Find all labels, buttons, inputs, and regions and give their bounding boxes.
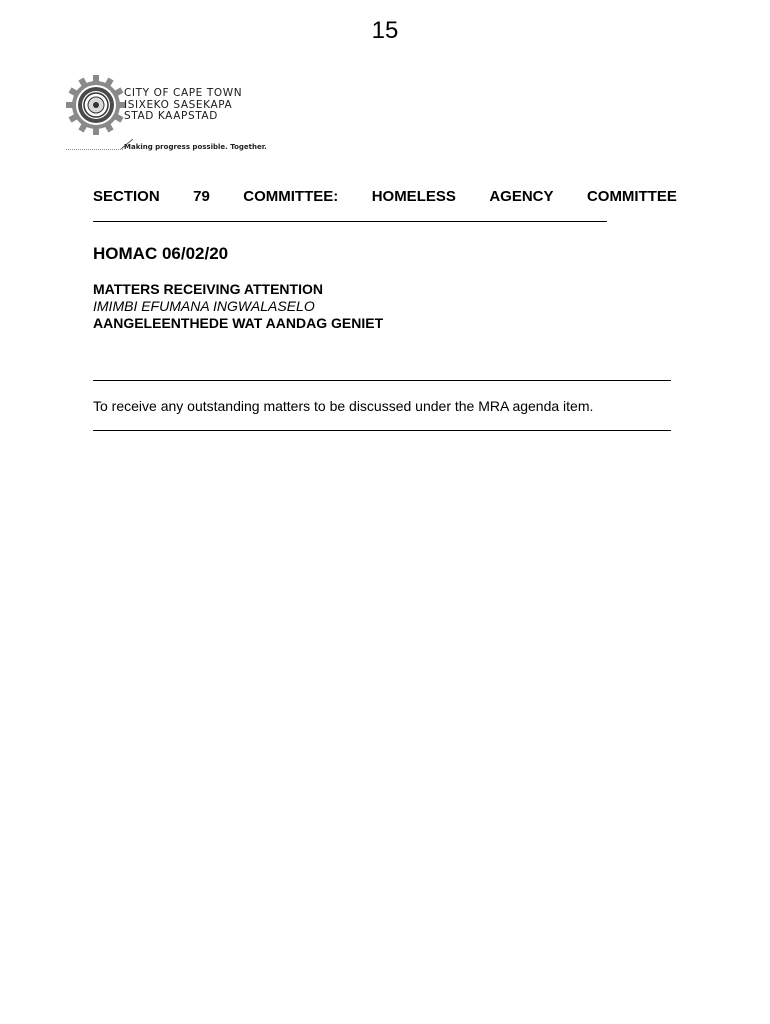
section-heading-word: AGENCY	[489, 188, 554, 205]
section-heading-word: COMMITTEE:	[243, 188, 339, 205]
item-title	[93, 281, 383, 332]
section-heading-word: SECTION	[93, 188, 160, 205]
title-english: MATTERS RECEIVING ATTENTION	[93, 281, 323, 297]
section-underline	[93, 221, 607, 222]
logo-tagline: Making progress possible. Together.	[124, 143, 267, 151]
divider-bottom	[93, 430, 671, 431]
section-heading	[93, 188, 677, 205]
logo-line-xhosa: ISIXEKO SASEKAPA	[124, 98, 233, 111]
body-text: To receive any outstanding matters to be discussed under the MRA agenda item.	[93, 398, 594, 414]
section-heading-word: COMMITTEE	[586, 188, 677, 205]
city-logo	[66, 74, 266, 156]
title-xhosa: IMIMBI EFUMANA INGWALASELO	[93, 298, 315, 314]
section-heading-word: 79	[193, 188, 210, 205]
item-reference: HOMAC 06/02/20	[93, 244, 229, 263]
section-heading-word: HOMELESS	[371, 188, 456, 205]
logo-line-english: CITY OF CAPE TOWN	[124, 87, 243, 99]
logo-line-afrikaans: STAD KAAPSTAD	[124, 110, 218, 122]
title-afrikaans: AANGELEENTHEDE WAT AANDAG GENIET	[93, 315, 384, 331]
logo-text	[124, 88, 242, 123]
page-number: 15	[371, 17, 399, 44]
logo-divider	[66, 149, 123, 150]
city-emblem-icon	[66, 74, 126, 136]
divider-top	[93, 380, 671, 381]
